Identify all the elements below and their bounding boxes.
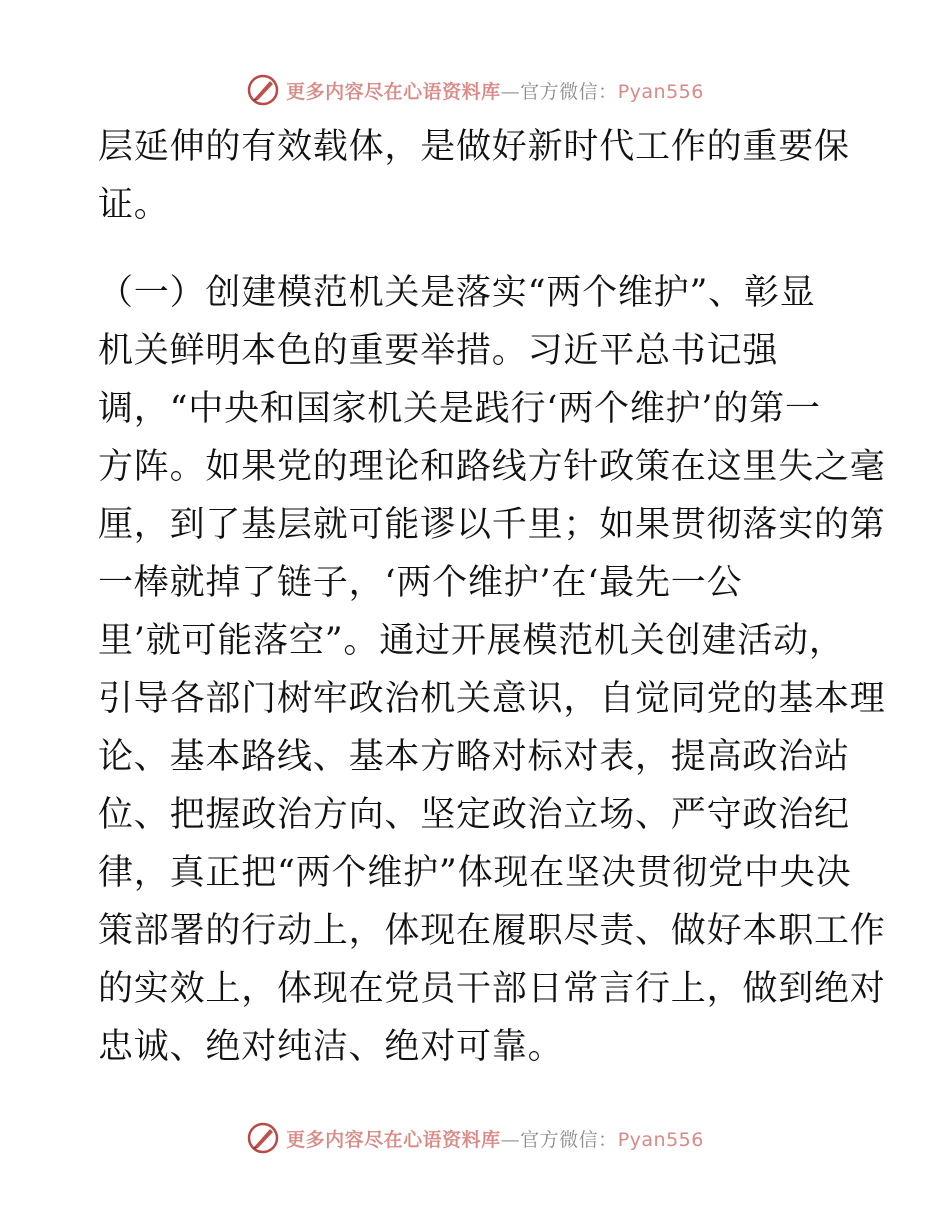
footer-watermark — [0, 1118, 950, 1158]
paragraph-1 — [98, 118, 858, 234]
watermark-account: Pyan556 — [617, 80, 704, 103]
text-line: 的实效上，体现在党员干部日常言行上，做到绝对 — [98, 969, 886, 1009]
text-line: 层延伸的有效载体，是做好新时代工作的重要保 — [98, 127, 850, 167]
text-line: 机关鲜明本色的重要举措。习近平总书记强 — [98, 331, 779, 371]
watermark-text — [286, 77, 704, 104]
text-line: 厘，到了基层就可能谬以千里；如果贯彻落实的第 — [98, 505, 886, 545]
quill-logo-icon — [246, 1121, 280, 1155]
text-line: 一棒就掉了链子，‘两个维护’在‘最先一公 — [98, 563, 743, 603]
text-line: 位、把握政治方向、坚定政治立场、严守政治纪 — [98, 795, 850, 835]
text-line: 忠诚、绝对纯洁、绝对可靠。 — [98, 1027, 564, 1067]
quill-logo-icon — [246, 73, 280, 107]
text-line: 策部署的行动上，体现在履职尽责、做好本职工作 — [98, 911, 886, 951]
document-body — [98, 118, 886, 1076]
text-line: 方阵。如果党的理论和路线方针政策在这里失之毫 — [98, 447, 886, 487]
text-line: 引导各部门树牢政治机关意识，自觉同党的基本理 — [98, 679, 886, 719]
text-line: 论、基本路线、基本方略对标对表，提高政治站 — [98, 737, 850, 777]
watermark-separator: — — [500, 80, 521, 103]
text-line: 律，真正把“两个维护”体现在坚决贯彻党中央决 — [98, 853, 852, 893]
watermark-label: 官方微信： — [520, 1128, 618, 1151]
header-watermark — [0, 70, 950, 110]
text-line: 调，“中央和国家机关是践行‘两个维护’的第一 — [98, 389, 821, 429]
paragraph-2 — [98, 264, 886, 1076]
text-line: （一）创建模范机关是落实“两个维护”、彰显 — [98, 273, 816, 313]
watermark-label: 官方微信： — [520, 80, 618, 103]
watermark-text — [286, 1125, 704, 1152]
text-line: 里’就可能落空”。通过开展模范机关创建活动， — [98, 621, 845, 661]
watermark-separator: — — [500, 1128, 521, 1151]
watermark-main-text: 更多内容尽在心语资料库 — [286, 80, 501, 103]
text-line: 证。 — [98, 185, 170, 225]
watermark-main-text: 更多内容尽在心语资料库 — [286, 1128, 501, 1151]
watermark-account: Pyan556 — [617, 1128, 704, 1151]
